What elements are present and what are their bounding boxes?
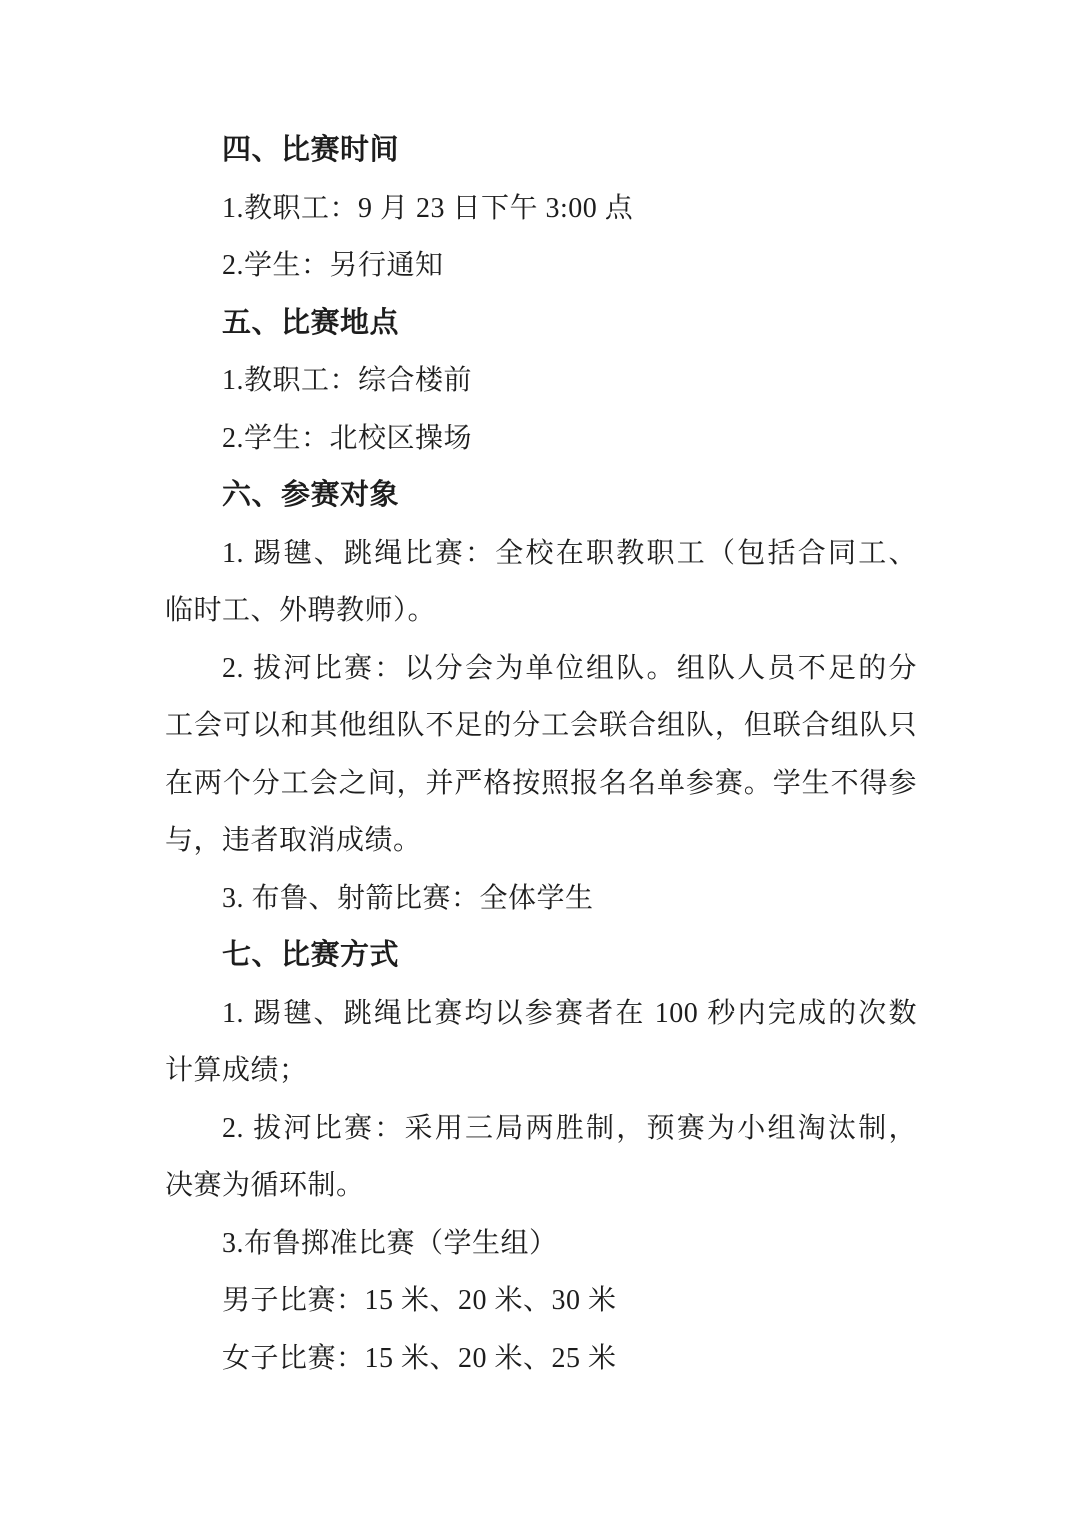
- section-heading-participants: 六、参赛对象: [222, 479, 400, 511]
- doc-line-participants-3: 3. 布鲁、射箭比赛：全体学生: [222, 882, 594, 914]
- section-heading-competition-location: 五、比赛地点: [222, 306, 400, 339]
- doc-line-participants-2c: 在两个分工会之间，并严格按照报名名单参赛。学生不得参: [165, 767, 917, 799]
- doc-line-women-distances: 女子比赛：15 米、20 米、25 米: [222, 1342, 617, 1374]
- doc-line-format-1b: 计算成绩；: [165, 1055, 308, 1086]
- doc-line-format-3: 3.布鲁掷准比赛（学生组）: [222, 1227, 558, 1259]
- doc-line-men-distances: 男子比赛：15 米、20 米、30 米: [222, 1285, 617, 1316]
- document-body: [165, 122, 917, 1387]
- doc-line-staff-location: 1.教职工：综合楼前: [222, 365, 473, 396]
- doc-line-staff-time: 1.教职工：9 月 23 日下午 3:00 点: [222, 192, 634, 224]
- doc-line-format-2b: 决赛为循环制。: [165, 1170, 365, 1201]
- doc-line-format-1a: 1. 踢毽、跳绳比赛均以参赛者在 100 秒内完成的次数: [222, 997, 917, 1029]
- doc-line-student-location: 2.学生：北校区操场: [222, 422, 473, 454]
- section-heading-competition-format: 七、比赛方式: [222, 939, 400, 971]
- doc-line-student-time: 2.学生：另行通知: [222, 250, 444, 281]
- doc-line-participants-2d: 与，违者取消成绩。: [165, 825, 422, 856]
- doc-line-participants-2b: 工会可以和其他组队不足的分工会联合组队，但联合组队只: [165, 710, 917, 741]
- doc-line-participants-1b: 临时工、外聘教师）。: [165, 595, 437, 626]
- doc-line-participants-1a: 1. 踢毽、跳绳比赛：全校在职教职工（包括合同工、: [222, 537, 917, 569]
- doc-line-participants-2a: 2. 拔河比赛：以分会为单位组队。组队人员不足的分: [222, 652, 917, 684]
- section-heading-competition-time: 四、比赛时间: [222, 134, 400, 166]
- doc-line-format-2a: 2. 拔河比赛：采用三局两胜制，预赛为小组淘汰制，: [222, 1112, 917, 1144]
